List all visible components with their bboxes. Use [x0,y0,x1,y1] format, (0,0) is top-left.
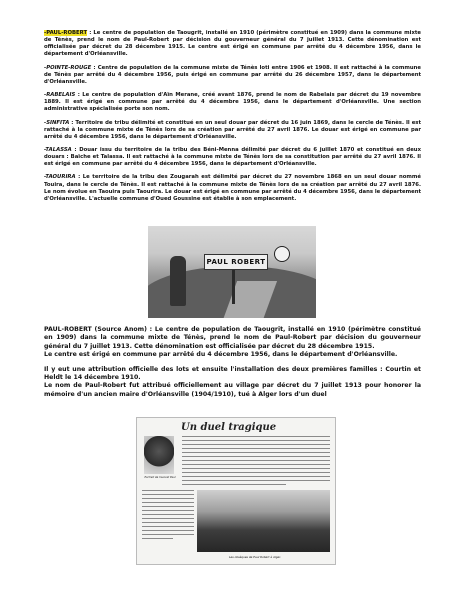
photo-man-figure [170,256,186,306]
portrait-photo [144,436,174,474]
entry-name: -RABELAIS [44,92,76,99]
portrait-caption: Portrait de l'avocat Paul [144,476,176,479]
entry-name: -SINFITA [44,119,70,126]
history-text-3: Le nom de Paul-Robert fut attribué officiellement au village par décret du 7 juillet 1913 pour honorer la mémoire d'un ancien maire d'Orléansville (1904/1910), tué à Alger lors d'un duel [44,382,421,398]
clipping-text-block [182,436,330,488]
entry-text: : Le territoire de la tribu des Zougarah est délimité par décret du 27 novembre 1868 en un seul douar nommé Touira, dans le cercle de Ténès. Il est rattaché à la commune mixte de Ténès lors de sa création par arrêté du 27 avril 1876. Le nom évolue en Taouira puis Taourira. Le douar est érigé en commune par arrêté du 4 décembre 1956, dans le département d'Orléansville. L'actuelle commune d'Oued Goussine est établie à son emplacement. [44,174,421,202]
entry-text: : Douar issu du territoire de la tribu des Béni-Menna délimité par décret du 6 juillet 1870 et constitué en deux douars : Baïche et Talassa. Il est rattaché à la commune mixte de Ténès lors de sa constitution par arrêté du 27 avril 1876. Il est érigé en commune par arrêté du 4 décembre 1956, dans le département d'Orléansville. [44,146,421,168]
entry-rabelais [44,92,421,113]
entry-talassa [44,147,421,168]
entry-text: : Territoire de tribu délimité et constitué en un seul douar par décret du 16 juin 1869, dans le cercle de Ténès. Il est rattaché à la commune mixte de Ténès lors de sa création par arrêté du 27 avril 1876. Le douar est érigé en commune par arrêté du 4 décembre 1956, dans le département d'Orléansville. [44,119,421,140]
history-text-1b: Le centre est érigé en commune par arrêté du 4 décembre 1956, dans le département d'Orléansville. [44,351,398,359]
entry-name: -TALASSA [44,146,72,153]
history-para-1 [44,326,421,360]
paul-robert-history [44,326,421,405]
entry-name: -PAUL-ROBERT [44,30,88,36]
newspaper-clipping [136,417,336,565]
funeral-photo-caption: Les obsèques de Paul Robert à Alger. [229,555,281,559]
entry-pointe-rouge [44,65,421,86]
entry-text: : Le centre de population de Taougrit, installé en 1910 (périmètre constitué en 1909) dans la commune mixte de Ténès, prend le nom de Paul-Robert par décision du gouverneur général du 7 juillet 1913. Cette dénomination est officialisée par décret du 28 décembre 1915. Le centre est érigé en commune par arrêté du 4 décembre 1956, dans le département d'Orléansville. [44,30,421,58]
history-text-1: PAUL-ROBERT (Source Anom) : Le centre de population de Taougrit, installé en 1910 (périmètre constitué en 1909) dans la commune mixte de Ténès, prend le nom de Paul-Robert par décision du gouverneur général du 7 juillet 1913. Cette dénomination est officialisée par décret du 28 décembre 1915. [44,326,421,350]
village-sign: PAUL ROBERT [204,254,268,270]
funeral-crowd-photo [197,490,330,552]
sign-post [232,268,235,304]
entry-text: : Le centre de population d'Aïn Merane, créé avant 1876, prend le nom de Rabelais par décret du 19 novembre 1889. Il est érigé en commune par arrêté du 4 décembre 1956, dans le département d'Orléansville. Une section administrative spécialisée porte son nom. [44,92,421,113]
entry-name: -POINTE-ROUGE [44,64,92,71]
entry-text: : Centre de population de la commune mixte de Ténès loti entre 1906 et 1908. Il est rattaché à la commune de Ténès par arrêté du 4 décembre 1956, puis érigé en commune par arrêté du 26 décembre 1957, dans le département d'Orléansville. [44,64,421,85]
village-sign-photo [148,226,316,318]
entry-taourira [44,174,421,202]
clipping-title: Un duel tragique [181,422,277,433]
entry-paul-robert [44,30,421,58]
commune-entries [44,30,421,209]
history-text-2: Il y eut une attribution officielle des lots et ensuite l'installation des deux premières familles : Courtin et Heldt le 14 décembre 1910. [44,365,421,382]
clipping-text-column [142,490,194,542]
entry-name: -TAOURIRA [44,174,76,181]
entry-sinfita [44,120,421,141]
history-para-2 [44,366,421,400]
road-sign-disc [274,246,290,262]
